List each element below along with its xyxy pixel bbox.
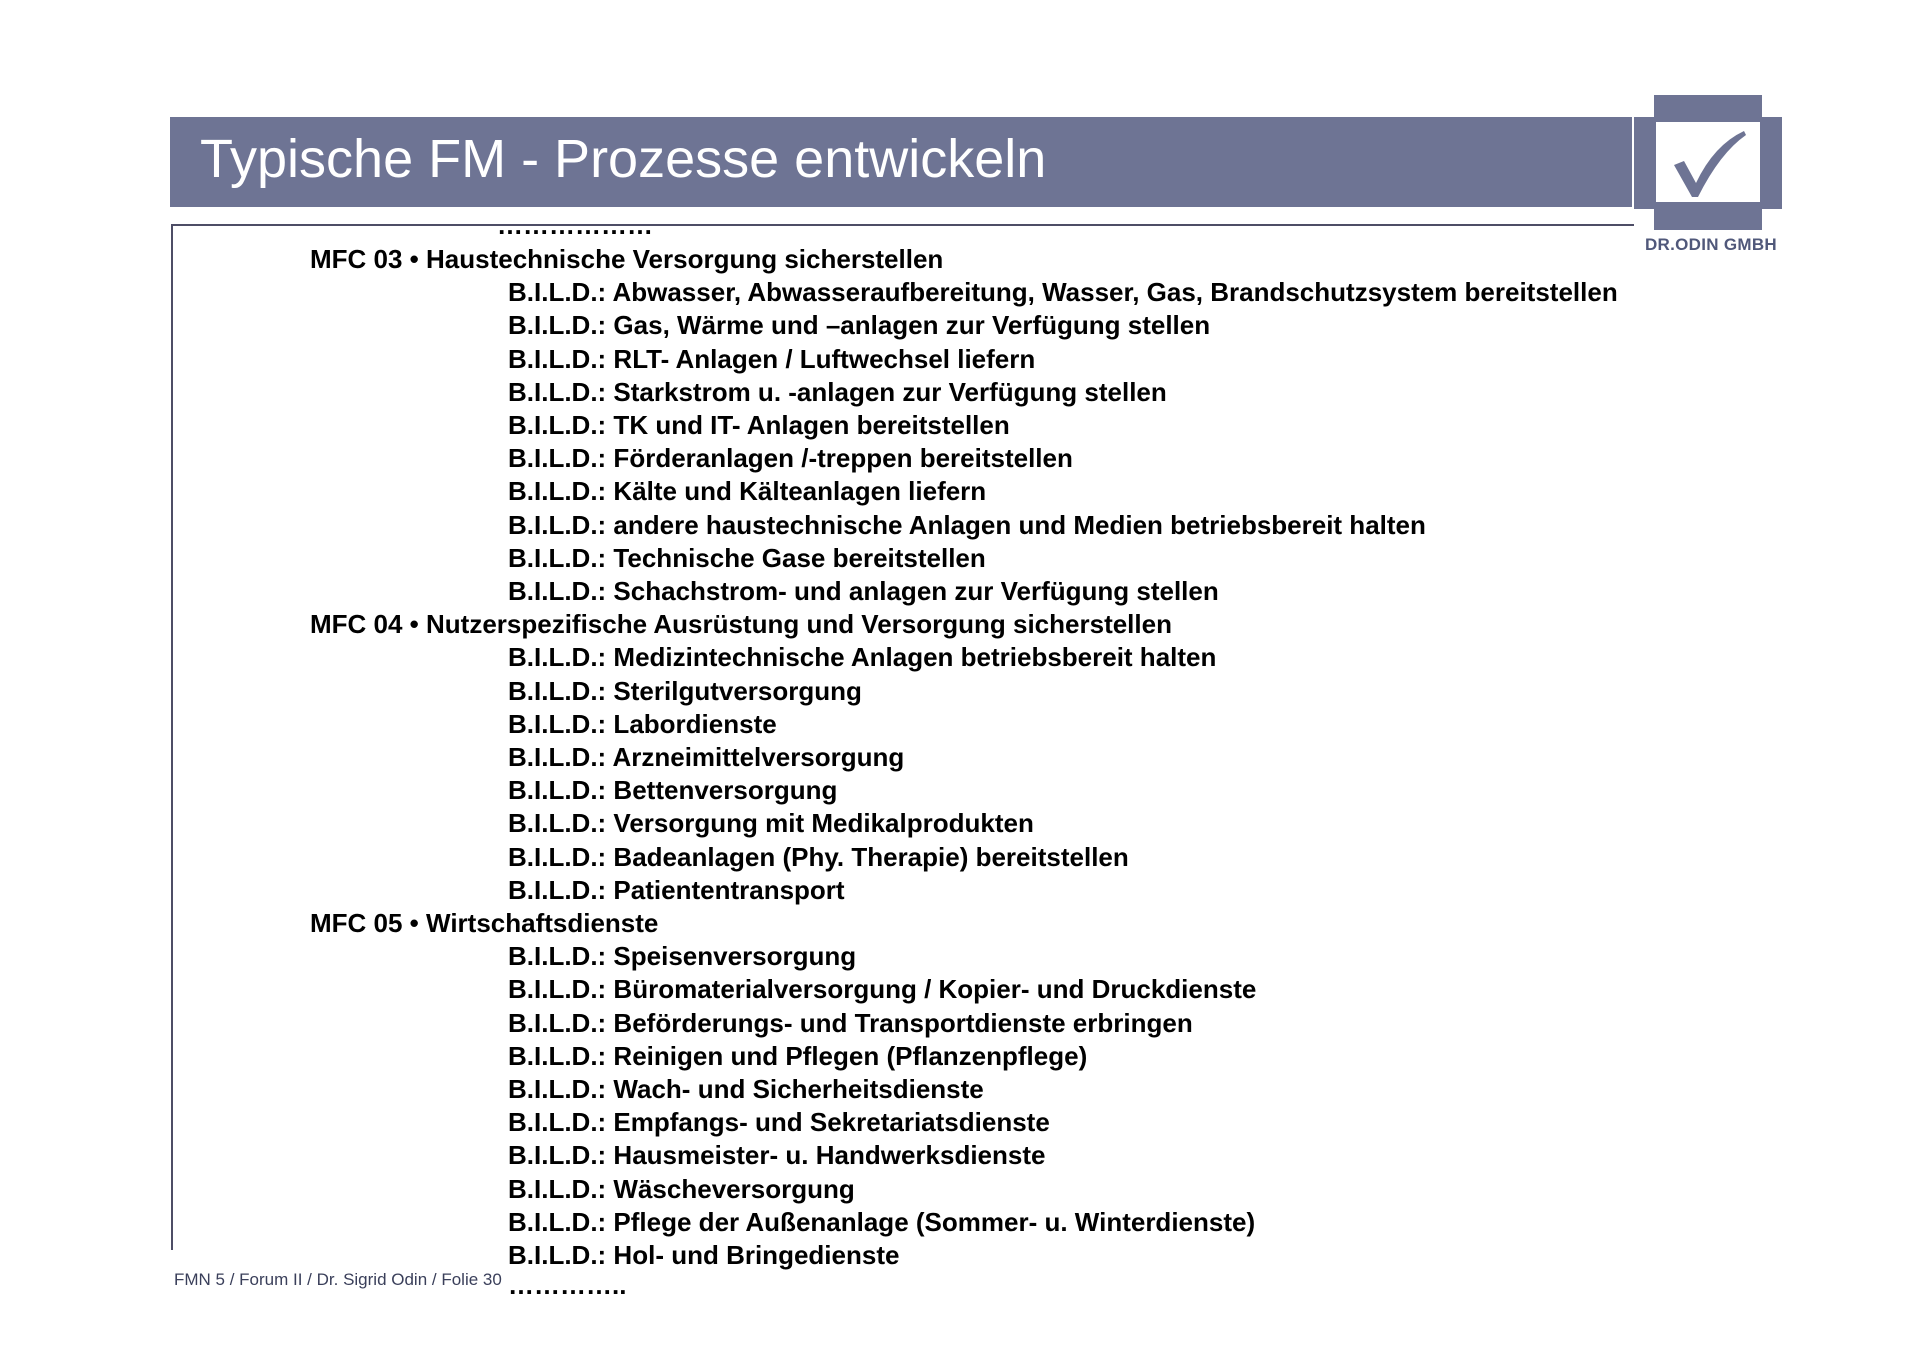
list-item: B.I.L.D.: Patiententransport	[508, 874, 845, 905]
list-item: B.I.L.D.: Starkstrom u. -anlagen zur Verfügung stellen	[508, 376, 1167, 407]
list-item: B.I.L.D.: Pflege der Außenanlage (Sommer- u. Winterdienste)	[508, 1206, 1256, 1237]
list-item: B.I.L.D.: Wach- und Sicherheitsdienste	[508, 1074, 984, 1104]
list-item: B.I.L.D.: Hausmeister- u. Handwerksdienste	[508, 1140, 1046, 1171]
section-heading: MFC 03 • Haustechnische Versorgung sicherstellen	[310, 244, 944, 274]
section-heading: MFC 05 • Wirtschaftsdienste	[310, 908, 659, 938]
slide-title: Typische FM - Prozesse entwickeln	[200, 129, 1047, 189]
list-item: B.I.L.D.: Wäscheversorgung	[508, 1173, 855, 1204]
list-item: B.I.L.D.: Speisenversorgung	[508, 941, 857, 972]
list-item: B.I.L.D.: Kälte und Kälteanlagen liefern	[508, 476, 987, 507]
list-item: B.I.L.D.: Empfangs- und Sekretariatsdienste	[508, 1107, 1050, 1138]
list-item: B.I.L.D.: Schachstrom- und anlagen zur Verfügung stellen	[508, 576, 1219, 606]
ellipsis-bottom: …………..	[508, 1270, 627, 1300]
list-item: B.I.L.D.: Badeanlagen (Phy. Therapie) bereitstellen	[508, 841, 1129, 872]
list-item: B.I.L.D.: Förderanlagen /-treppen bereitstellen	[508, 443, 1073, 474]
list-item: B.I.L.D.: Reinigen und Pflegen (Pflanzenpflege)	[508, 1040, 1088, 1071]
slide-footer: FMN 5 / Forum II / Dr. Sigrid Odin / Folie 30	[174, 1270, 502, 1289]
frame-top-rule	[171, 224, 1634, 226]
list-item: B.I.L.D.: Arzneimittelversorgung	[508, 742, 905, 772]
list-item: B.I.L.D.: andere haustechnische Anlagen und Medien betriebsbereit halten	[508, 509, 1426, 540]
list-item: B.I.L.D.: Technische Gase bereitstellen	[508, 542, 986, 573]
list-item: B.I.L.D.: Gas, Wärme und –anlagen zur Verfügung stellen	[508, 310, 1211, 341]
company-name: DR.ODIN GMBH	[1644, 235, 1778, 254]
company-logo	[1634, 95, 1782, 230]
list-item: B.I.L.D.: Bettenversorgung	[508, 775, 838, 806]
list-item: B.I.L.D.: RLT- Anlagen / Luftwechsel liefern	[508, 343, 1036, 374]
list-item: B.I.L.D.: Versorgung mit Medikalprodukten	[508, 808, 1034, 839]
list-item: B.I.L.D.: Medizintechnische Anlagen betriebsbereit halten	[508, 642, 1217, 673]
ellipsis-top: ………………	[497, 210, 653, 240]
list-item: B.I.L.D.: Abwasser, Abwasseraufbereitung, Wasser, Gas, Brandschutzsystem bereitstellen	[508, 277, 1618, 308]
list-item: B.I.L.D.: Beförderungs- und Transportdienste erbringen	[508, 1007, 1193, 1038]
list-item: B.I.L.D.: TK und IT- Anlagen bereitstellen	[508, 410, 1010, 440]
list-item: B.I.L.D.: Büromaterialversorgung / Kopier- und Druckdienste	[508, 974, 1257, 1005]
list-item: B.I.L.D.: Labordienste	[508, 708, 777, 739]
checkmark-icon	[1634, 95, 1782, 230]
list-item: B.I.L.D.: Hol- und Bringedienste	[508, 1240, 900, 1270]
section-heading: MFC 04 • Nutzerspezifische Ausrüstung und Versorgung sicherstellen	[310, 609, 1172, 640]
frame-left-rule	[171, 224, 173, 1250]
list-item: B.I.L.D.: Sterilgutversorgung	[508, 675, 862, 706]
